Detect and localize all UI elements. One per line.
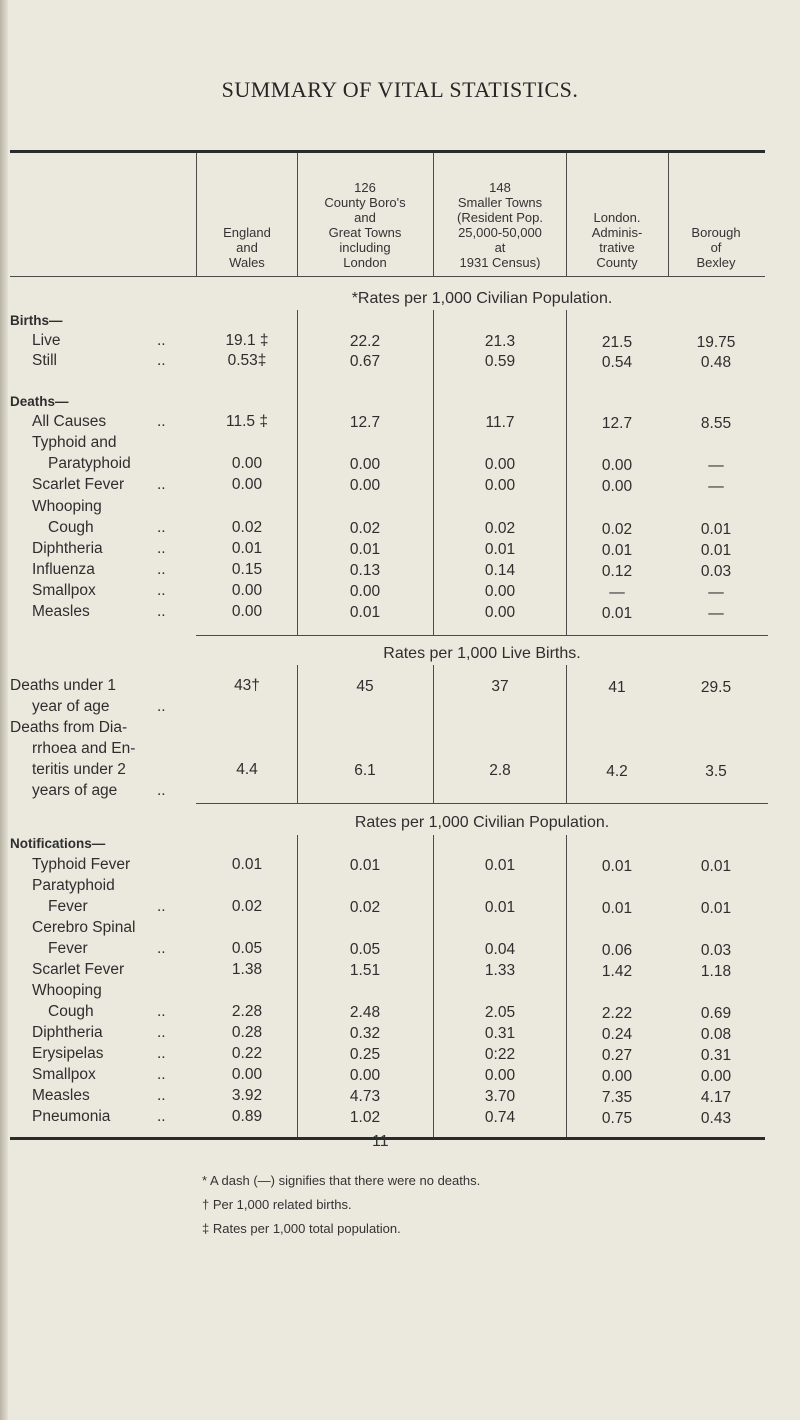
row-label: Live bbox=[32, 332, 61, 349]
table-cell: 0.31 bbox=[700, 1047, 732, 1064]
table-cell: 4.2 bbox=[606, 762, 628, 780]
table-cell: 45 bbox=[356, 677, 374, 695]
table-cell: 0.00 bbox=[484, 604, 516, 621]
leader-dots: .. bbox=[157, 1045, 166, 1062]
table-cell: 2.8 bbox=[489, 762, 511, 779]
column-header-line: County bbox=[596, 255, 638, 270]
table-cell: 0.01 bbox=[484, 899, 516, 916]
row-label: All Causes bbox=[32, 413, 107, 430]
table-cell: 43† bbox=[234, 677, 260, 694]
table-cell: 0:22 bbox=[484, 1046, 516, 1063]
column-header-line: and bbox=[236, 240, 258, 255]
table-cell: 0.00 bbox=[231, 582, 263, 599]
column-divider bbox=[433, 153, 434, 277]
table-cell: 1.02 bbox=[349, 1108, 381, 1126]
table-cell: 3.92 bbox=[231, 1087, 263, 1104]
column-header-line: at bbox=[494, 240, 506, 255]
leader-dots: .. bbox=[157, 1003, 166, 1020]
row-label: Whooping bbox=[32, 498, 102, 515]
leader-dots: .. bbox=[157, 1066, 166, 1083]
column-header-line: Smaller Towns bbox=[457, 195, 543, 210]
header-rule bbox=[10, 276, 765, 277]
table-cell: 0.00 bbox=[601, 456, 633, 474]
table-cell: 0.01 bbox=[700, 542, 732, 559]
table-cell: 0.06 bbox=[601, 941, 633, 959]
leader-dots: .. bbox=[157, 940, 166, 957]
table-cell: 0.02 bbox=[231, 519, 263, 536]
footnote-double-dagger: ‡ Rates per 1,000 total population. bbox=[202, 1221, 401, 1236]
table-cell: 0.05 bbox=[231, 940, 263, 957]
table-cell: 0.02 bbox=[349, 898, 381, 916]
column-header-line: (Resident Pop. bbox=[457, 210, 543, 225]
table-cell: 0.53‡ bbox=[227, 352, 267, 369]
table-cell: 1.33 bbox=[484, 962, 516, 979]
row-label: Still bbox=[32, 352, 57, 369]
row-label: years of age bbox=[32, 782, 118, 799]
row-label: Whooping bbox=[32, 982, 102, 999]
table-cell: 0.00 bbox=[484, 583, 516, 600]
table-cell: 0.01 bbox=[231, 540, 263, 557]
table-cell: 0.24 bbox=[601, 1025, 633, 1043]
column-header bbox=[182, 225, 312, 270]
table-cell: 0.15 bbox=[231, 561, 263, 578]
row-label: Typhoid Fever bbox=[32, 856, 131, 873]
row-label: Measles bbox=[32, 603, 90, 620]
table-cell: 0.74 bbox=[484, 1109, 516, 1126]
row-label: Diphtheria bbox=[32, 1024, 103, 1041]
table-cell: 19.1 ‡ bbox=[225, 332, 269, 349]
table-cell: 41 bbox=[608, 678, 626, 696]
table-cell: — bbox=[708, 478, 724, 495]
leader-dots: .. bbox=[157, 476, 166, 493]
group-heading-births: Births— bbox=[10, 313, 63, 328]
row-label: Paratyphoid bbox=[32, 877, 115, 894]
table-cell: — bbox=[708, 457, 724, 474]
group-heading-deaths: Deaths— bbox=[10, 394, 69, 409]
leader-dots: .. bbox=[157, 698, 166, 715]
column-header-line: 25,000-50,000 bbox=[458, 225, 542, 240]
column-header-line: Adminis- bbox=[591, 225, 643, 240]
table-cell: 0.00 bbox=[349, 582, 381, 600]
page-number: 11 bbox=[372, 1133, 389, 1150]
row-label: Influenza bbox=[32, 561, 95, 578]
section-heading-civilian: *Rates per 1,000 Civilian Population. bbox=[351, 290, 613, 307]
table-cell: 21.3 bbox=[484, 333, 516, 350]
column-header-line: England bbox=[223, 225, 271, 240]
section-rule-2 bbox=[196, 635, 768, 636]
row-label: Diphtheria bbox=[32, 540, 103, 557]
table-cell: 2.22 bbox=[601, 1004, 633, 1022]
row-label: Fever bbox=[48, 898, 88, 915]
section-rule-3 bbox=[196, 803, 768, 804]
footnote-dash: * A dash (—) signifies that there were no deaths. bbox=[202, 1173, 481, 1188]
leader-dots: .. bbox=[157, 519, 166, 536]
row-label: teritis under 2 bbox=[32, 761, 126, 778]
row-label: year of age bbox=[32, 698, 110, 715]
table-cell: 0.00 bbox=[601, 477, 633, 495]
table-cell: 11.5 ‡ bbox=[226, 413, 268, 430]
table-cell: 1.38 bbox=[231, 961, 263, 978]
table-cell: 0.01 bbox=[349, 856, 381, 874]
section-heading-live-births: Rates per 1,000 Live Births. bbox=[383, 645, 581, 662]
table-cell: 0.01 bbox=[601, 857, 633, 875]
table-cell: 6.1 bbox=[354, 761, 376, 779]
table-cell: 0.01 bbox=[484, 857, 516, 874]
row-label: Deaths from Dia- bbox=[10, 719, 128, 736]
table-cell: 0.28 bbox=[231, 1024, 263, 1041]
table-cell: 2.05 bbox=[484, 1004, 516, 1021]
column-header-line: including bbox=[339, 240, 391, 255]
table-cell: 0.00 bbox=[231, 603, 263, 620]
table-cell: 0.00 bbox=[484, 477, 516, 494]
table-cell: 0.04 bbox=[484, 941, 516, 958]
column-divider bbox=[433, 835, 434, 1137]
table-cell: 0.00 bbox=[231, 1066, 263, 1083]
table-cell: 21.5 bbox=[601, 333, 633, 351]
leader-dots: .. bbox=[157, 582, 166, 599]
column-header-line: County Boro's bbox=[324, 195, 406, 210]
table-cell: 22.2 bbox=[349, 332, 381, 350]
table-cell: 1.18 bbox=[700, 963, 732, 980]
page-title: SUMMARY OF VITAL STATISTICS. bbox=[221, 77, 579, 102]
section-heading-civilian-notifications: Rates per 1,000 Civilian Population. bbox=[354, 814, 610, 831]
table-cell: 0.08 bbox=[700, 1026, 732, 1043]
table-cell: 0.00 bbox=[484, 456, 516, 473]
row-label: Typhoid and bbox=[32, 434, 117, 451]
table-cell: — bbox=[609, 583, 625, 601]
row-label: Smallpox bbox=[32, 582, 96, 599]
table-cell: — bbox=[708, 605, 724, 622]
table-cell: 0.02 bbox=[349, 519, 381, 537]
leader-dots: .. bbox=[157, 603, 166, 620]
column-header-line: London. bbox=[593, 210, 641, 225]
table-cell: 0.01 bbox=[700, 858, 732, 875]
table-cell: 0.00 bbox=[231, 476, 263, 493]
row-label: Deaths under 1 bbox=[10, 677, 116, 694]
column-header-line: trative bbox=[599, 240, 635, 255]
table-cell: 0.13 bbox=[349, 561, 381, 579]
table-cell: 0.27 bbox=[601, 1046, 633, 1064]
table-cell: 0.00 bbox=[484, 1067, 516, 1084]
table-cell: 0.00 bbox=[349, 455, 381, 473]
table-cell: 0.01 bbox=[700, 900, 732, 917]
row-label: Smallpox bbox=[32, 1066, 96, 1083]
table-cell: 0.01 bbox=[700, 521, 732, 538]
table-cell: 0.01 bbox=[349, 603, 381, 621]
table-cell: 0.14 bbox=[484, 562, 516, 579]
table-cell: 0.75 bbox=[601, 1109, 633, 1127]
table-cell: 1.51 bbox=[349, 961, 381, 979]
table-cell: 19.75 bbox=[696, 334, 736, 351]
leader-dots: .. bbox=[157, 1087, 166, 1104]
table-cell: 4.73 bbox=[349, 1087, 381, 1105]
table-cell: 2.28 bbox=[231, 1003, 263, 1020]
table-cell: 12.7 bbox=[349, 413, 381, 431]
leader-dots: .. bbox=[157, 352, 166, 369]
column-header bbox=[435, 180, 565, 270]
leader-dots: .. bbox=[157, 413, 166, 430]
row-label: rrhoea and En- bbox=[32, 740, 136, 757]
row-label: Cough bbox=[48, 519, 94, 536]
row-label: Erysipelas bbox=[32, 1045, 104, 1062]
table-top-rule bbox=[10, 150, 765, 153]
table-cell: 0.01 bbox=[231, 856, 263, 873]
table-cell: 0.00 bbox=[700, 1068, 732, 1085]
leader-dots: .. bbox=[157, 332, 166, 349]
row-label: Measles bbox=[32, 1087, 90, 1104]
row-label: Fever bbox=[48, 940, 88, 957]
table-cell: 0.67 bbox=[349, 352, 381, 370]
table-cell: 8.55 bbox=[700, 415, 732, 432]
row-label: Cerebro Spinal bbox=[32, 919, 136, 936]
table-cell: 0.32 bbox=[349, 1024, 381, 1042]
table-cell: 0.03 bbox=[700, 563, 732, 580]
table-cell: 0.59 bbox=[484, 353, 516, 370]
column-header-line: Bexley bbox=[696, 255, 736, 270]
table-cell: 0.31 bbox=[484, 1025, 516, 1042]
leader-dots: .. bbox=[157, 1108, 166, 1125]
leader-dots: .. bbox=[157, 540, 166, 557]
table-cell: 0.48 bbox=[700, 354, 732, 371]
table-cell: 0.02 bbox=[231, 898, 263, 915]
row-label: Paratyphoid bbox=[48, 455, 131, 472]
column-header-line: London bbox=[343, 255, 387, 270]
table-cell: 0.00 bbox=[349, 476, 381, 494]
table-cell: 0.00 bbox=[601, 1067, 633, 1085]
table-cell: 11.7 bbox=[485, 414, 515, 431]
table-cell: 0.02 bbox=[601, 520, 633, 538]
table-cell: 0.00 bbox=[349, 1066, 381, 1084]
table-cell: 0.01 bbox=[601, 899, 633, 917]
column-divider bbox=[433, 310, 434, 635]
column-header bbox=[651, 225, 781, 270]
table-cell: 0.12 bbox=[601, 562, 633, 580]
table-cell: 12.7 bbox=[601, 414, 633, 432]
column-header bbox=[300, 180, 430, 270]
column-divider bbox=[433, 665, 434, 803]
table-cell: 0.02 bbox=[484, 520, 516, 537]
table-cell: 0.00 bbox=[231, 455, 263, 472]
group-heading-notifications: Notifications— bbox=[10, 836, 106, 851]
table-cell: 7.35 bbox=[601, 1088, 633, 1106]
column-header-line: Wales bbox=[229, 255, 265, 270]
footnote-dagger: † Per 1,000 related births. bbox=[202, 1197, 352, 1212]
table-cell: 0.01 bbox=[601, 541, 633, 559]
table-cell: 0.69 bbox=[700, 1005, 732, 1022]
table-cell: 0.43 bbox=[700, 1110, 732, 1127]
table-cell: 37 bbox=[491, 678, 509, 695]
table-cell: 0.01 bbox=[601, 604, 633, 622]
column-header-line: Borough bbox=[691, 225, 741, 240]
table-cell: — bbox=[708, 584, 724, 601]
table-cell: 4.4 bbox=[236, 761, 258, 778]
column-header-line: and bbox=[354, 210, 376, 225]
table-cell: 0.25 bbox=[349, 1045, 381, 1063]
page-edge-shadow bbox=[0, 0, 8, 1420]
column-header-line: 126 bbox=[354, 180, 376, 195]
table-cell: 0.89 bbox=[231, 1108, 263, 1125]
table-cell: 0.01 bbox=[484, 541, 516, 558]
leader-dots: .. bbox=[157, 561, 166, 578]
column-header-line: of bbox=[710, 240, 722, 255]
table-cell: 29.5 bbox=[700, 679, 732, 696]
column-header-line: 148 bbox=[489, 180, 511, 195]
leader-dots: .. bbox=[157, 782, 166, 799]
table-cell: 0.05 bbox=[349, 940, 381, 958]
table-cell: 3.5 bbox=[705, 763, 727, 780]
row-label: Pneumonia bbox=[32, 1108, 111, 1125]
table-cell: 0.01 bbox=[349, 540, 381, 558]
leader-dots: .. bbox=[157, 898, 166, 915]
column-header-line: 1931 Census) bbox=[459, 255, 541, 270]
row-label: Scarlet Fever bbox=[32, 476, 125, 493]
table-cell: 0.54 bbox=[601, 353, 633, 371]
table-cell: 3.70 bbox=[484, 1088, 516, 1105]
row-label: Scarlet Fever bbox=[32, 961, 125, 978]
table-cell: 1.42 bbox=[601, 962, 633, 980]
row-label: Cough bbox=[48, 1003, 94, 1020]
leader-dots: .. bbox=[157, 1024, 166, 1041]
table-cell: 0.03 bbox=[700, 942, 732, 959]
table-cell: 2.48 bbox=[349, 1003, 381, 1021]
column-header-line: Great Towns bbox=[328, 225, 402, 240]
table-cell: 4.17 bbox=[700, 1089, 732, 1106]
table-cell: 0.22 bbox=[231, 1045, 263, 1062]
